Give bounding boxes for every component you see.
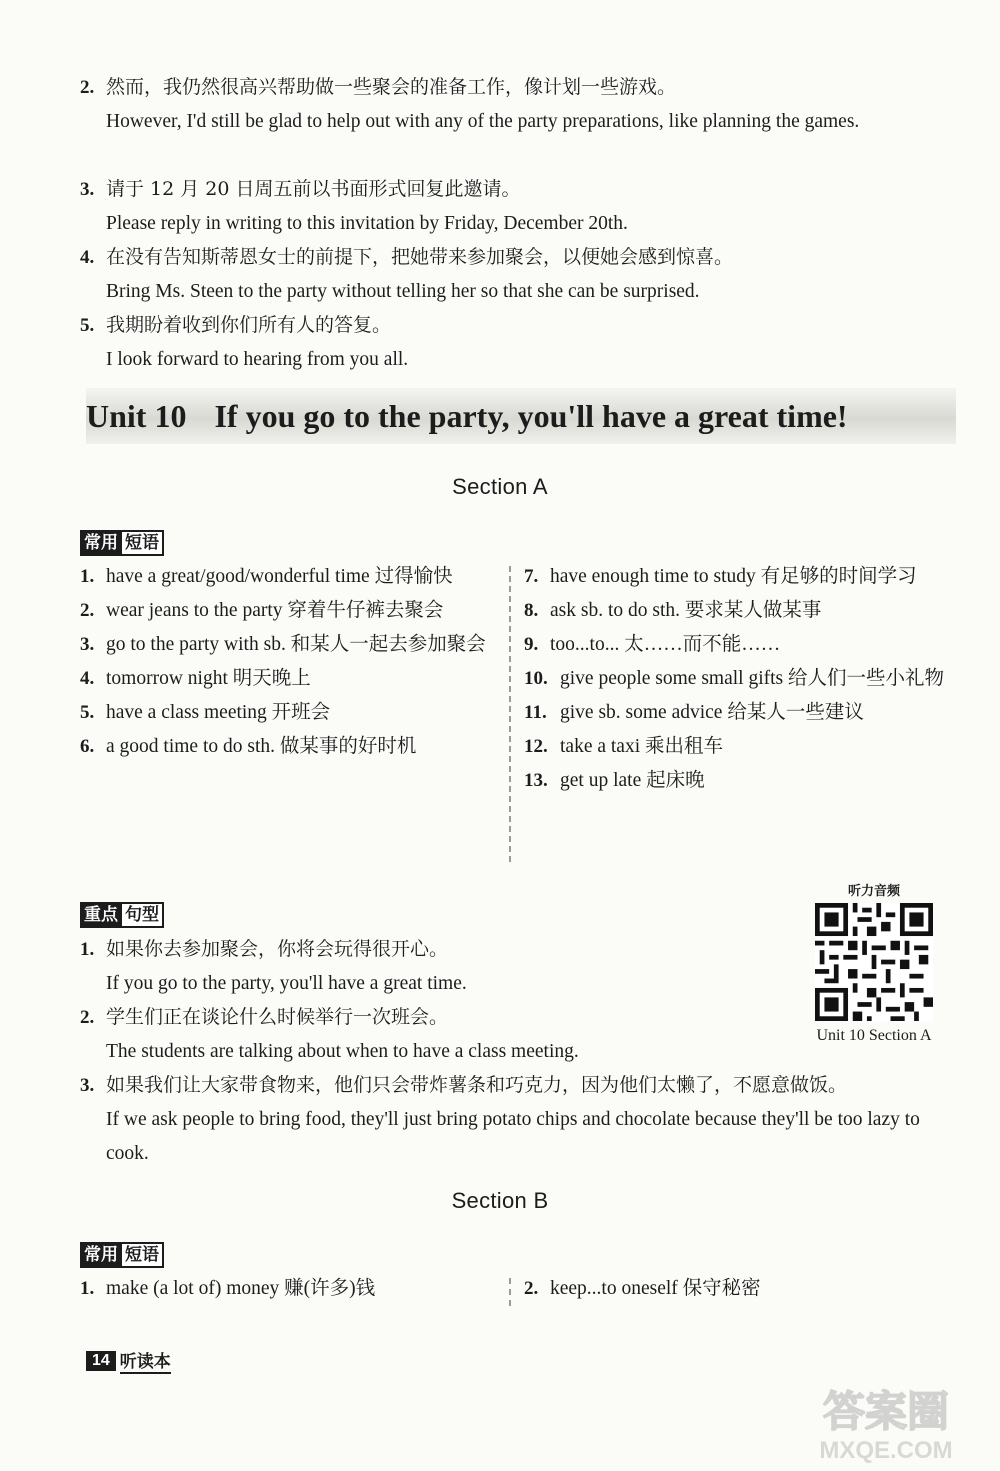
phrase-number: 7. [524,566,539,587]
phrase-number: 1. [80,1278,95,1299]
sentence-chinese: 请于 12 月 20 日周五前以书面形式回复此邀请。 [106,178,521,200]
phrase-item [524,628,944,662]
column-divider [509,1278,511,1306]
sentence-number: 3. [80,179,95,200]
qr-caption: Unit 10 Section A [816,1027,932,1044]
phrase-item [524,696,944,730]
qr-code-block[interactable] [804,880,944,1050]
key-sentences-tag [80,902,164,928]
phrase-item [524,1272,944,1306]
section-b-heading: Section B [451,1188,549,1213]
watermark-line1: 答案圈 [822,1387,950,1436]
phrase-text: go to the party with sb. 和某人一起去参加聚会 [106,634,486,655]
phrase-item [80,662,490,696]
sentence-english: If we ask people to bring food, they'll just bring potato chips and chocolate because they'll be too lazy to cook. [106,1109,920,1164]
phrase-item [80,1272,490,1306]
watermark-logo [786,1378,986,1466]
phrase-item [524,730,944,764]
sentence-english: However, I'd still be glad to help out with any of the party preparations, like planning the games. [106,111,860,132]
phrase-text: give people some small gifts 给人们一些小礼物 [560,668,945,689]
phrase-text: have a great/good/wonderful time 过得愉快 [106,566,453,587]
phrase-number: 13. [524,770,548,791]
phrases-left-column [80,1272,490,1306]
sentence-number: 3. [80,1075,95,1096]
phrase-number: 11. [524,702,547,723]
sentence-english: I look forward to hearing from you all. [106,349,409,370]
phrase-item [524,594,944,628]
phrase-text: make (a lot of) money 赚(许多)钱 [106,1278,376,1299]
phrase-text: a good time to do sth. 做某事的好时机 [106,736,417,757]
tag-light-part: 句型 [122,902,164,928]
sentence-number: 2. [80,1007,95,1028]
sentence-item [80,1000,780,1069]
phrase-item [524,764,944,798]
phrases-right-column [524,560,944,798]
phrase-text: take a taxi 乘出租车 [560,736,723,757]
unit-title-banner [86,388,956,444]
phrase-text: ask sb. to do sth. 要求某人做某事 [550,600,822,621]
tag-dark-part: 常用 [80,530,122,556]
phrases-right-column [524,1272,944,1306]
phrase-number: 5. [80,702,95,723]
sentence-chinese: 学生们正在谈论什么时候举行一次班会。 [106,1006,449,1028]
page-footer [86,1347,171,1374]
sentence-item [80,308,950,377]
phrase-text: give sb. some advice 给某人一些建议 [560,702,864,723]
phrase-text: too...to... 太……而不能…… [550,634,781,655]
phrase-number: 2. [80,600,95,621]
phrase-number: 12. [524,736,548,757]
phrase-item [80,628,490,662]
unit-label: Unit 10 [86,398,187,434]
sentence-english: The students are talking about when to have a class meeting. [106,1041,579,1062]
sentence-number: 5. [80,315,95,336]
common-phrases-tag [80,530,164,556]
sentence-number: 1. [80,939,95,960]
phrases-left-column [80,560,490,764]
phrase-number: 2. [524,1278,539,1299]
phrase-number: 8. [524,600,539,621]
phrase-number: 4. [80,668,95,689]
tag-dark-part: 重点 [80,902,122,928]
phrase-item [524,662,944,696]
sentence-english: Please reply in writing to this invitation by Friday, December 20th. [106,213,628,234]
sentence-chinese: 如果你去参加聚会，你将会玩得很开心。 [106,938,449,960]
phrase-number: 6. [80,736,95,757]
sentence-item [80,240,950,309]
common-phrases-tag [80,1242,164,1268]
page-number: 14 [86,1351,116,1371]
phrase-text: have enough time to study 有足够的时间学习 [550,566,917,587]
phrase-item [80,730,490,764]
sentence-number: 4. [80,247,95,268]
sentence-english: If you go to the party, you'll have a great time. [106,973,467,994]
qr-label: 听力音频 [847,884,900,899]
sentence-chinese: 如果我们让大家带食物来，他们只会带炸薯条和巧克力，因为他们太懒了，不愿意做饭。 [106,1074,848,1096]
sentence-number: 2. [80,77,95,98]
sentence-item [80,932,780,1001]
phrase-number: 3. [80,634,95,655]
sentence-item [80,70,950,139]
phrase-number: 1. [80,566,95,587]
sentence-item [80,1068,950,1171]
phrase-text: tomorrow night 明天晚上 [106,668,311,689]
section-a-heading: Section A [452,474,548,499]
phrase-number: 9. [524,634,539,655]
watermark-line2: MXQE.COM [819,1437,953,1464]
qr-code-icon[interactable] [815,903,933,1021]
phrase-text: get up late 起床晚 [560,770,705,791]
book-name: 听读本 [120,1347,171,1374]
sentence-english: Bring Ms. Steen to the party without telling her so that she can be surprised. [106,281,700,302]
sentence-chinese: 在没有告知斯蒂恩女士的前提下，把她带来参加聚会，以便她会感到惊喜。 [106,246,734,268]
phrase-item [80,594,490,628]
phrase-item [80,560,490,594]
sentence-chinese: 我期盼着收到你们所有人的答复。 [106,314,392,336]
sentence-item [80,172,950,241]
phrase-item [80,696,490,730]
tag-light-part: 短语 [122,530,164,556]
phrase-text: have a class meeting 开班会 [106,702,331,723]
phrase-number: 10. [524,668,548,689]
tag-dark-part: 常用 [80,1242,122,1268]
phrase-text: wear jeans to the party 穿着牛仔裤去聚会 [106,600,444,621]
phrase-text: keep...to oneself 保守秘密 [550,1278,761,1299]
sentence-chinese: 然而，我仍然很高兴帮助做一些聚会的准备工作，像计划一些游戏。 [106,76,677,98]
phrase-item [524,560,944,594]
unit-title: If you go to the party, you'll have a great time! [214,398,848,434]
tag-light-part: 短语 [122,1242,164,1268]
column-divider [509,566,511,862]
